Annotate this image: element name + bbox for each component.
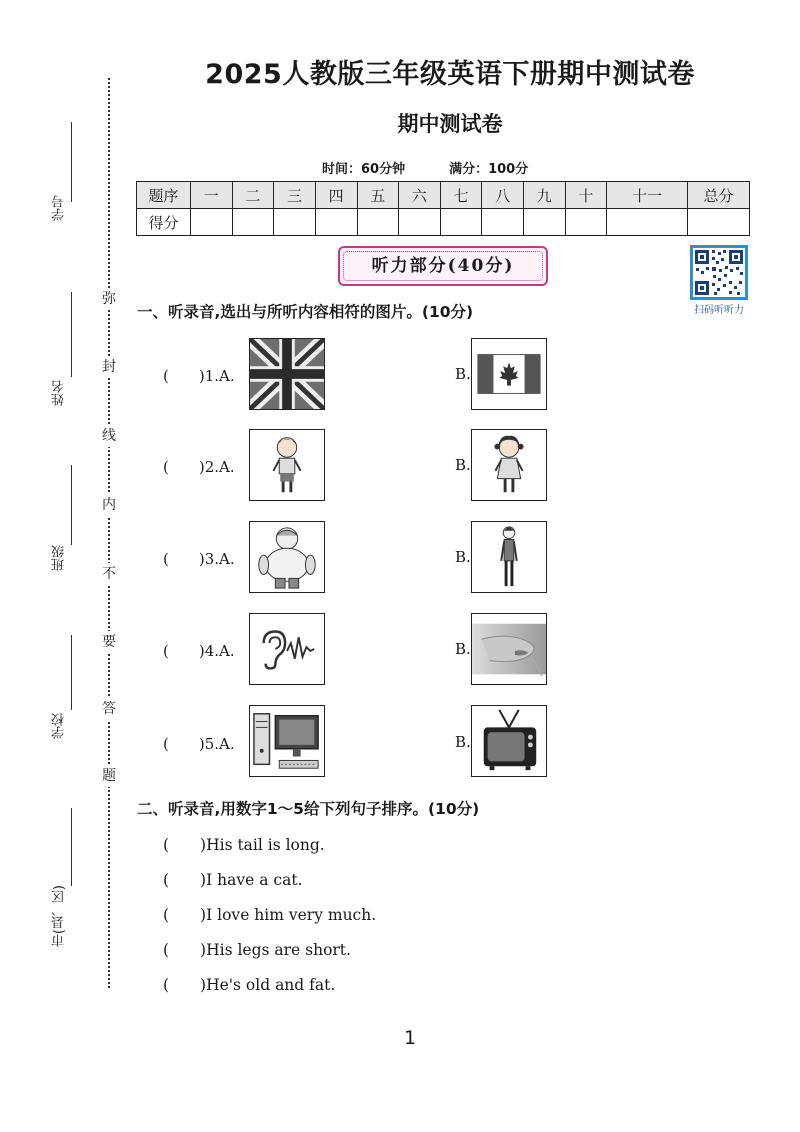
seal-dotted-line bbox=[108, 78, 110, 988]
mouth-icon[interactable] bbox=[471, 613, 547, 685]
table-column-header: 二 bbox=[232, 182, 274, 209]
thin-man-icon[interactable] bbox=[471, 521, 547, 593]
seal-char: 弥 bbox=[99, 288, 119, 310]
seal-char: 题 bbox=[99, 765, 119, 787]
field-district: 市(县、区) bbox=[52, 885, 67, 948]
table-row-label: 题序 bbox=[137, 182, 191, 209]
score-cell[interactable] bbox=[688, 209, 750, 236]
table-column-header: 十 bbox=[565, 182, 607, 209]
score-table-score-row bbox=[137, 209, 750, 236]
seal-char: 答 bbox=[99, 698, 119, 720]
table-column-header: 一 bbox=[191, 182, 233, 209]
listening-banner: 听力部分(40分) bbox=[338, 246, 548, 286]
fat-man-icon[interactable] bbox=[249, 521, 325, 593]
table-column-header: 五 bbox=[357, 182, 399, 209]
class-line bbox=[71, 465, 72, 545]
page-number: 1 bbox=[403, 1027, 417, 1049]
list-item: ( )His legs are short. bbox=[163, 941, 351, 959]
list-item: ( )I love him very much. bbox=[163, 906, 377, 924]
exam-full-score: 满分：100分 bbox=[449, 162, 529, 177]
list-item: ( )His tail is long. bbox=[163, 836, 325, 854]
field-name: 姓名 bbox=[52, 380, 67, 406]
section-1-heading: 一、听录音,选出与所听内容相符的图片。(10分) bbox=[137, 303, 474, 321]
seal-char: 线 bbox=[99, 425, 119, 447]
option-b-label: B. bbox=[455, 548, 471, 566]
seal-char: 不 bbox=[99, 563, 119, 585]
score-cell[interactable] bbox=[440, 209, 482, 236]
table-row-label: 得分 bbox=[137, 209, 191, 236]
score-table-header-row bbox=[137, 182, 750, 209]
name-line bbox=[71, 292, 72, 377]
table-column-header: 三 bbox=[274, 182, 316, 209]
score-cell[interactable] bbox=[524, 209, 566, 236]
score-cell[interactable] bbox=[399, 209, 441, 236]
option-b-label: B. bbox=[455, 733, 471, 751]
table-column-header: 总分 bbox=[688, 182, 750, 209]
seal-char: 封 bbox=[99, 356, 119, 378]
field-class: 班级 bbox=[52, 545, 67, 571]
list-item: ( )He's old and fat. bbox=[163, 976, 336, 994]
uk-flag-icon[interactable] bbox=[249, 338, 325, 410]
question-label: ( )4.A. bbox=[163, 642, 235, 660]
qr-code-icon[interactable] bbox=[690, 245, 748, 300]
option-b-label: B. bbox=[455, 365, 471, 383]
option-b-label: B. bbox=[455, 640, 471, 658]
computer-icon[interactable] bbox=[249, 705, 325, 777]
page-title: 2025人教版三年级英语下册期中测试卷 bbox=[205, 59, 695, 90]
score-cell[interactable] bbox=[357, 209, 399, 236]
score-cell[interactable] bbox=[565, 209, 607, 236]
table-column-header: 六 bbox=[399, 182, 441, 209]
table-column-header: 四 bbox=[315, 182, 357, 209]
table-column-header: 九 bbox=[524, 182, 566, 209]
field-student-id: 学号 bbox=[52, 195, 67, 221]
section-2-heading: 二、听录音,用数字1～5给下列句子排序。(10分) bbox=[137, 800, 480, 818]
question-label: ( )2.A. bbox=[163, 458, 235, 476]
table-column-header: 七 bbox=[440, 182, 482, 209]
ear-sound-icon[interactable] bbox=[249, 613, 325, 685]
score-cell[interactable] bbox=[607, 209, 688, 236]
score-cell[interactable] bbox=[232, 209, 274, 236]
score-cell[interactable] bbox=[482, 209, 524, 236]
canada-flag-icon[interactable] bbox=[471, 338, 547, 410]
school-line bbox=[71, 635, 72, 710]
score-cell[interactable] bbox=[315, 209, 357, 236]
tv-icon[interactable] bbox=[471, 705, 547, 777]
question-label: ( )5.A. bbox=[163, 735, 235, 753]
field-school: 学校 bbox=[52, 713, 67, 739]
table-column-header: 十一 bbox=[607, 182, 688, 209]
seal-char: 要 bbox=[99, 631, 119, 653]
score-cell[interactable] bbox=[274, 209, 316, 236]
option-b-label: B. bbox=[455, 456, 471, 474]
list-item: ( )I have a cat. bbox=[163, 871, 303, 889]
table-column-header: 八 bbox=[482, 182, 524, 209]
exam-time: 时间：60分钟 bbox=[322, 162, 406, 177]
girl-icon[interactable] bbox=[471, 429, 547, 501]
score-cell[interactable] bbox=[191, 209, 233, 236]
question-label: ( )3.A. bbox=[163, 550, 235, 568]
exam-meta bbox=[322, 158, 528, 177]
score-table bbox=[136, 181, 750, 236]
boy-icon[interactable] bbox=[249, 429, 325, 501]
seal-char: 内 bbox=[99, 494, 119, 516]
district-line bbox=[71, 808, 72, 886]
qr-caption: 扫码听听力 bbox=[694, 305, 744, 316]
page-subtitle: 期中测试卷 bbox=[397, 112, 503, 136]
student-id-line bbox=[71, 122, 72, 202]
question-label: ( )1.A. bbox=[163, 367, 235, 385]
